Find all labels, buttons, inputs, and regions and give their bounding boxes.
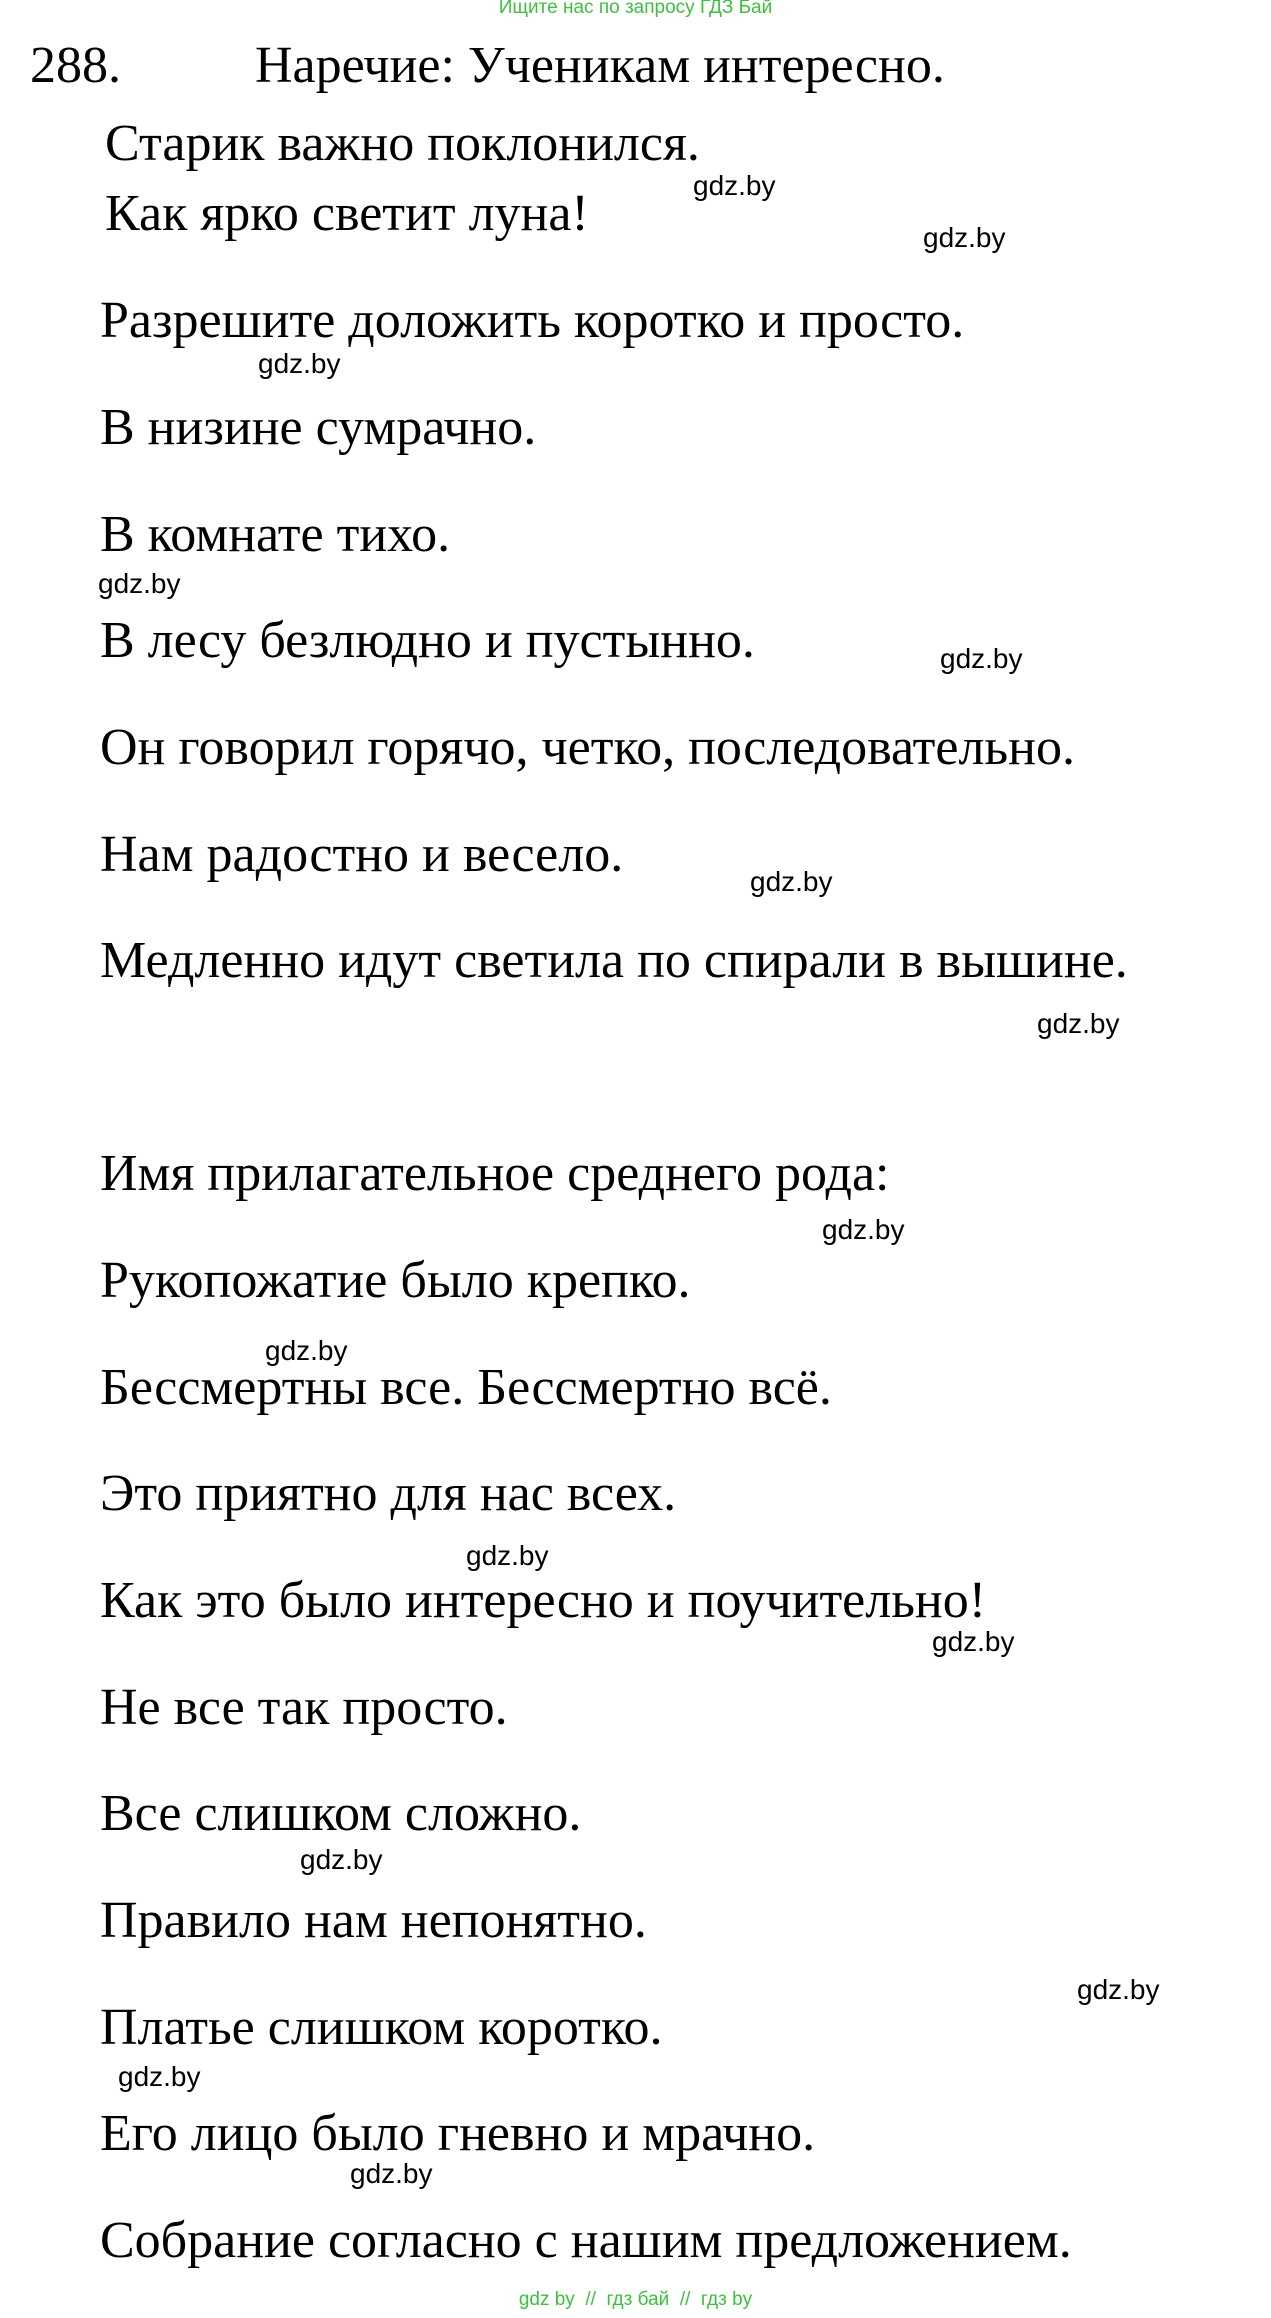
watermark: gdz.by — [822, 1214, 905, 1245]
exercise-number: 288. — [30, 37, 121, 94]
watermark: gdz.by — [940, 643, 1023, 674]
watermark: gdz.by — [258, 348, 341, 379]
exercise-line: Не все так просто. — [100, 1679, 508, 1736]
exercise-line: Собрание согласно с нашим предложением. — [100, 2212, 1072, 2269]
exercise-line: В низине сумрачно. — [100, 399, 537, 456]
exercise-line: Платье слишком коротко. — [100, 1999, 663, 2056]
exercise-line: Нам радостно и весело. — [100, 826, 624, 883]
watermark: gdz.by — [98, 568, 181, 599]
watermark: gdz.by — [923, 222, 1006, 253]
watermark: gdz.by — [300, 1844, 383, 1875]
exercise-line: Это приятно для нас всех. — [100, 1465, 677, 1522]
watermark: gdz.by — [466, 1540, 549, 1571]
watermark: gdz.by — [1037, 1008, 1120, 1039]
exercise-line: Его лицо было гневно и мрачно. — [100, 2105, 816, 2162]
exercise-line: Старик важно поклонился. — [105, 115, 700, 172]
watermark: gdz.by — [693, 170, 776, 201]
header-search-hint-link[interactable]: Ищите нас по запросу ГДЗ Бай — [498, 0, 773, 18]
watermark: gdz.by — [750, 866, 833, 897]
exercise-line: В лесу безлюдно и пустынно. — [100, 612, 755, 669]
footer-links[interactable]: gdz by // гдз бай // гдз by — [518, 2289, 753, 2310]
exercise-line: Бессмертны все. Бессмертно всё. — [100, 1359, 832, 1416]
exercise-line: Разрешите доложить коротко и просто. — [100, 292, 965, 349]
exercise-line: Медленно идут светила по спирали в вышине. — [100, 932, 1128, 989]
exercise-line: Как это было интересно и поучительно! — [100, 1572, 987, 1629]
exercise-line: Правило нам непонятно. — [100, 1892, 647, 1949]
watermark: gdz.by — [118, 2061, 201, 2092]
watermark: gdz.by — [265, 1335, 348, 1366]
watermark: gdz.by — [350, 2158, 433, 2189]
exercise-line: Наречие: Ученикам интересно. — [255, 37, 945, 94]
watermark: gdz.by — [1077, 1974, 1160, 2005]
exercise-line: Он говорил горячо, четко, последовательно. — [100, 719, 1075, 776]
exercise-line: В комнате тихо. — [100, 506, 451, 563]
watermark: gdz.by — [932, 1626, 1015, 1657]
exercise-line: Как ярко светит луна! — [105, 185, 589, 242]
exercise-line: Имя прилагательное среднего рода: — [100, 1145, 890, 1202]
exercise-line: Рукопожатие было крепко. — [100, 1252, 691, 1309]
exercise-line: Все слишком сложно. — [100, 1785, 582, 1842]
